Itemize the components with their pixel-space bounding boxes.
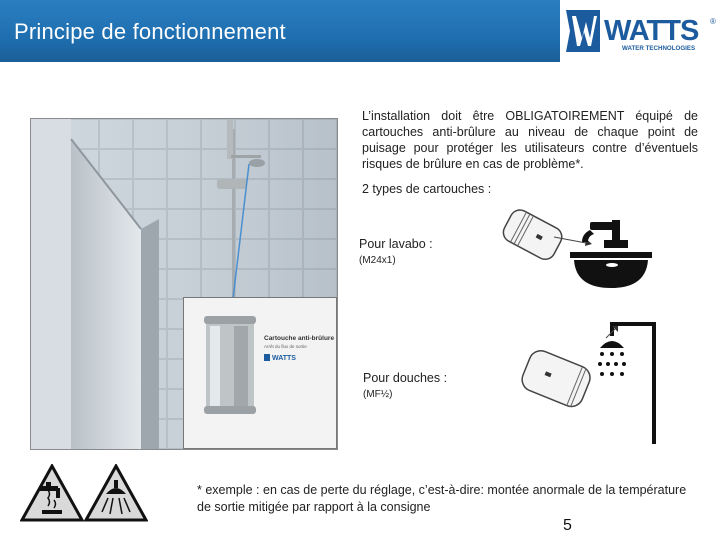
sink-icon — [566, 216, 656, 296]
shower-warning-icon — [84, 464, 148, 527]
product-inset — [183, 297, 337, 449]
page-title: Principe de fonctionnement — [14, 19, 286, 44]
hot-water-warning-icon — [20, 464, 84, 527]
logo-registered-mark: ® — [710, 17, 716, 26]
douche-cartridge-icon — [514, 340, 600, 423]
douche-label: Pour douches : — [363, 371, 448, 385]
header-bar — [0, 0, 720, 62]
inset-brand: WATTS — [272, 355, 296, 362]
lavabo-label: Pour lavabo : — [359, 237, 433, 251]
watts-logo — [560, 0, 720, 62]
footnote: * exemple : en cas de perte du réglage, c’est-à-dire: montée anormale de la température de sortie mitigée par rapport à la consigne — [197, 483, 687, 514]
inset-product-sublabel: Arrêt du flux de sortie — [264, 344, 307, 349]
small-arrow-icon — [604, 324, 620, 345]
logo-brand-text: WATTS — [604, 15, 699, 47]
logo-tagline-text: WATER TECHNOLOGIES — [622, 45, 696, 52]
types-heading: 2 types de cartouches : — [362, 182, 492, 196]
douche-spec: (MF½) — [363, 389, 393, 400]
page-number: 5 — [563, 517, 572, 534]
lavabo-spec: (M24x1) — [359, 255, 396, 266]
intro-paragraph: L’installation doit être OBLIGATOIREMENT équipé de cartouches anti-brûlure au niveau de chaque point de puisage pour protéger les utilisateurs contre d’éventuels risques de brûlure en cas de problème*. — [362, 109, 698, 171]
inset-product-label: Cartouche anti-brûlure — [264, 335, 335, 342]
